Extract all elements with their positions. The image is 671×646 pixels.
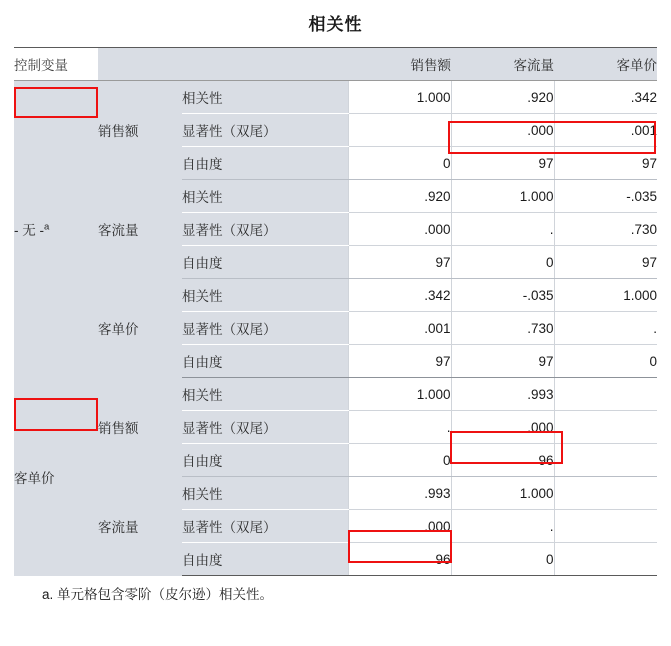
cell-value: 0 bbox=[348, 444, 451, 477]
cell-value bbox=[554, 444, 657, 477]
stat-label: 显著性（双尾） bbox=[182, 510, 348, 543]
cell-value: 1.000 bbox=[554, 279, 657, 312]
stat-label: 显著性（双尾） bbox=[182, 312, 348, 345]
column-header-sales: 销售额 bbox=[348, 48, 451, 81]
column-header-control-variable: 控制变量 bbox=[14, 48, 98, 81]
control-variable-none-label: - 无 - bbox=[14, 223, 44, 239]
column-header-traffic: 客流量 bbox=[451, 48, 554, 81]
footnote-marker-a: a bbox=[44, 221, 50, 233]
row-variable-sales: 销售额 bbox=[98, 81, 182, 180]
stat-label: 自由度 bbox=[182, 147, 348, 180]
row-variable-traffic: 客流量 bbox=[98, 180, 182, 279]
stat-label: 自由度 bbox=[182, 246, 348, 279]
cell-value: 0 bbox=[348, 147, 451, 180]
cell-value: .730 bbox=[554, 213, 657, 246]
stat-label: 相关性 bbox=[182, 378, 348, 411]
cell-value: .342 bbox=[554, 81, 657, 114]
control-variable-unitprice-label: 客单价 bbox=[14, 470, 55, 486]
table-row bbox=[14, 81, 657, 114]
cell-value: 96 bbox=[348, 543, 451, 576]
page-title: 相关性 bbox=[308, 15, 363, 34]
stat-label: 显著性（双尾） bbox=[182, 114, 348, 147]
cell-value: -.035 bbox=[451, 279, 554, 312]
stat-label: 显著性（双尾） bbox=[182, 411, 348, 444]
row-variable-unitprice: 客单价 bbox=[98, 279, 182, 378]
cell-value: -.035 bbox=[554, 180, 657, 213]
cell-value: 97 bbox=[451, 345, 554, 378]
stat-label: 自由度 bbox=[182, 444, 348, 477]
stat-label: 相关性 bbox=[182, 477, 348, 510]
cell-value bbox=[554, 510, 657, 543]
cell-value: .342 bbox=[348, 279, 451, 312]
stat-label: 相关性 bbox=[182, 81, 348, 114]
cell-value: 0 bbox=[451, 543, 554, 576]
cell-value: 1.000 bbox=[451, 180, 554, 213]
cell-value: . bbox=[348, 114, 451, 147]
column-header-blank-1 bbox=[98, 48, 182, 81]
column-header-unitprice: 客单价 bbox=[554, 48, 657, 81]
cell-value: .920 bbox=[451, 81, 554, 114]
cell-value: . bbox=[554, 312, 657, 345]
cell-value: 0 bbox=[554, 345, 657, 378]
row-variable-sales: 销售额 bbox=[98, 378, 182, 477]
cell-value: .000 bbox=[451, 114, 554, 147]
cell-value: 97 bbox=[348, 246, 451, 279]
cell-value: . bbox=[348, 411, 451, 444]
stat-label: 相关性 bbox=[182, 180, 348, 213]
table-row bbox=[14, 477, 657, 510]
cell-value: 97 bbox=[451, 147, 554, 180]
cell-value: 97 bbox=[554, 147, 657, 180]
stat-label: 相关性 bbox=[182, 279, 348, 312]
cell-value: 97 bbox=[348, 345, 451, 378]
cell-value: 1.000 bbox=[451, 477, 554, 510]
cell-value: 0 bbox=[451, 246, 554, 279]
cell-value: 1.000 bbox=[348, 81, 451, 114]
table-row bbox=[14, 279, 657, 312]
table-header-row bbox=[14, 48, 657, 81]
cell-value bbox=[554, 477, 657, 510]
cell-value bbox=[554, 543, 657, 576]
table-footnote: a. 单元格包含零阶（皮尔逊）相关性。 bbox=[42, 587, 274, 602]
control-variable-unitprice bbox=[14, 378, 98, 576]
row-variable-traffic: 客流量 bbox=[98, 477, 182, 576]
cell-value: .730 bbox=[451, 312, 554, 345]
cell-value: .001 bbox=[554, 114, 657, 147]
cell-value: .993 bbox=[451, 378, 554, 411]
cell-value bbox=[554, 411, 657, 444]
stat-label: 显著性（双尾） bbox=[182, 213, 348, 246]
table-row bbox=[14, 180, 657, 213]
cell-value: .000 bbox=[348, 510, 451, 543]
cell-value: 97 bbox=[554, 246, 657, 279]
stat-label: 自由度 bbox=[182, 345, 348, 378]
table-row bbox=[14, 378, 657, 411]
stat-label: 自由度 bbox=[182, 543, 348, 576]
cell-value: 1.000 bbox=[348, 378, 451, 411]
column-header-blank-2 bbox=[182, 48, 348, 81]
cell-value: . bbox=[451, 510, 554, 543]
cell-value: .001 bbox=[348, 312, 451, 345]
cell-value: .993 bbox=[348, 477, 451, 510]
cell-value: 96 bbox=[451, 444, 554, 477]
control-variable-none bbox=[14, 81, 98, 378]
cell-value: .000 bbox=[451, 411, 554, 444]
cell-value bbox=[554, 378, 657, 411]
cell-value: .920 bbox=[348, 180, 451, 213]
correlations-table bbox=[14, 47, 657, 576]
cell-value: .000 bbox=[348, 213, 451, 246]
cell-value: . bbox=[451, 213, 554, 246]
